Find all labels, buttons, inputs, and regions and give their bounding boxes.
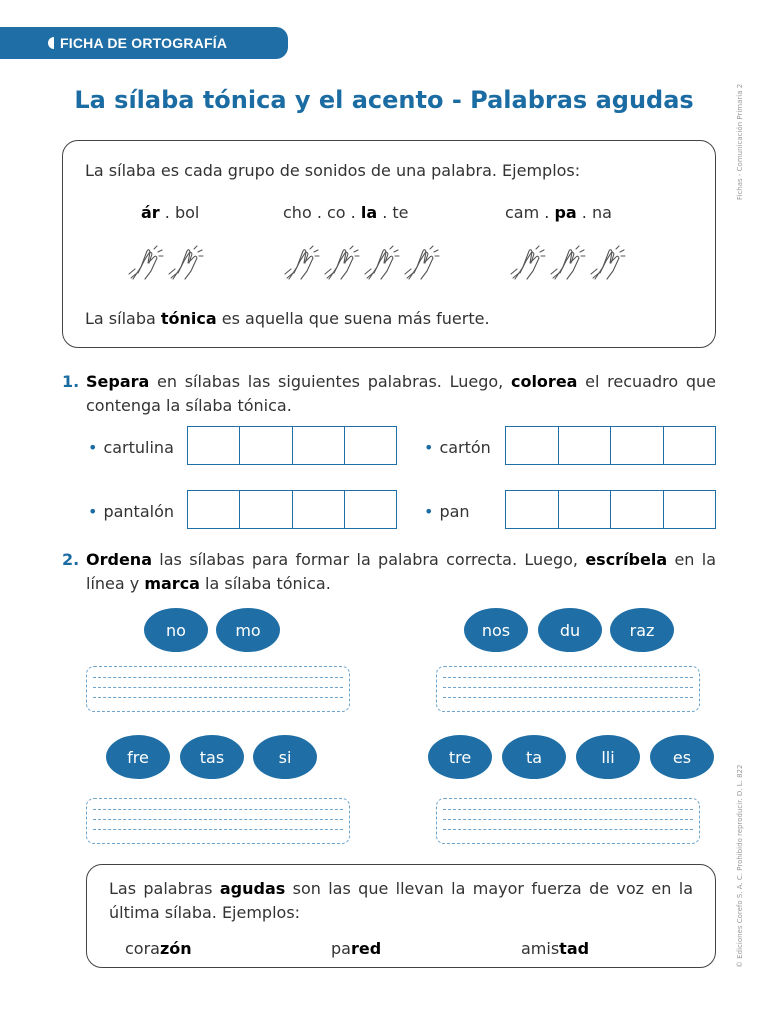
syllable-box[interactable] (188, 491, 240, 528)
syllable-box[interactable] (559, 427, 612, 464)
half-circle-icon (48, 37, 54, 49)
syllable-pill[interactable]: fre (106, 735, 170, 779)
clapping-hands-icon (323, 243, 363, 283)
syllable-box[interactable] (611, 427, 664, 464)
clap-group (283, 243, 443, 287)
question-number: 2. (62, 550, 80, 569)
answer-lines[interactable] (436, 798, 700, 844)
worksheet-tag-label: FICHA DE ORTOGRAFÍA (60, 35, 228, 51)
answer-lines[interactable] (86, 666, 350, 712)
example-syllables: cho . co . la . te (283, 203, 409, 222)
syllable-box[interactable] (664, 491, 716, 528)
syllable-box[interactable] (506, 427, 559, 464)
syllable-box[interactable] (188, 427, 240, 464)
syllable-box[interactable] (506, 491, 559, 528)
syllable-box[interactable] (611, 491, 664, 528)
syllable-pill[interactable]: nos (464, 608, 528, 652)
clapping-hands-icon (167, 243, 207, 283)
word-item: • pantalón (88, 502, 174, 521)
clapping-hands-icon (363, 243, 403, 283)
syllable-box[interactable] (240, 491, 292, 528)
answer-lines[interactable] (436, 666, 700, 712)
example-syllables: ár . bol (141, 203, 200, 222)
clap-group (509, 243, 629, 287)
syllable-pill[interactable]: no (144, 608, 208, 652)
clapping-hands-icon (509, 243, 549, 283)
aguda-example: amistad (521, 939, 590, 958)
syllable-box[interactable] (345, 427, 396, 464)
syllable-pill[interactable]: raz (610, 608, 674, 652)
syllable-box[interactable] (240, 427, 292, 464)
clapping-hands-icon (403, 243, 443, 283)
syllable-box[interactable] (345, 491, 396, 528)
syllable-pill[interactable]: tas (180, 735, 244, 779)
intro-box (62, 140, 716, 348)
agudas-box (86, 864, 716, 968)
question-1-text: Separa en sílabas las siguientes palabras. Luego, colorea el recuadro que contenga la sílaba tónica. (86, 372, 717, 415)
answer-lines[interactable] (86, 798, 350, 844)
syllable-box[interactable] (293, 491, 345, 528)
worksheet-tag (0, 27, 288, 59)
syllable-boxes[interactable] (187, 426, 397, 465)
aguda-example: pared (331, 939, 382, 958)
agudas-definition: Las palabras agudas son las que llevan la mayor fuerza de voz en la última sílaba. Ejemplos: (109, 879, 693, 922)
clapping-hands-icon (549, 243, 589, 283)
question-number: 1. (62, 372, 80, 391)
syllable-box[interactable] (664, 427, 716, 464)
tonic-syllable: ár (141, 203, 160, 222)
word-item: • cartulina (88, 438, 174, 457)
tonic-syllable: pa (554, 203, 577, 222)
clap-group (127, 243, 207, 287)
example-syllables: cam . pa . na (505, 203, 612, 222)
clapping-hands-icon (127, 243, 167, 283)
side-credit-bottom: © Ediciones Corefo S. A. C. Prohibido reproducir. D. L. 822 (736, 764, 744, 968)
syllable-pill[interactable]: ta (502, 735, 566, 779)
syllable-pill[interactable]: si (253, 735, 317, 779)
syllable-pill[interactable]: tre (428, 735, 492, 779)
syllable-box[interactable] (293, 427, 345, 464)
tonic-syllable: la (360, 203, 378, 222)
tonic-definition: La sílaba tónica es aquella que suena más fuerte. (85, 309, 490, 328)
syllable-box[interactable] (559, 491, 612, 528)
clapping-hands-icon (589, 243, 629, 283)
syllable-pill[interactable]: mo (216, 608, 280, 652)
word-item: • cartón (424, 438, 491, 457)
word-item: • pan (424, 502, 470, 521)
syllable-pill[interactable]: du (538, 608, 602, 652)
aguda-example: corazón (125, 939, 192, 958)
syllable-boxes[interactable] (505, 426, 716, 465)
question-2-text: Ordena las sílabas para formar la palabra correcta. Luego, escríbela en la línea y marca la sílaba tónica. (86, 550, 717, 593)
side-credit-top: Fichas - Comunicación Primaria 2 (736, 83, 744, 200)
page-title: La sílaba tónica y el acento - Palabras agudas (74, 86, 694, 114)
syllable-pill[interactable]: lli (576, 735, 640, 779)
syllable-pill[interactable]: es (650, 735, 714, 779)
syllable-boxes[interactable] (187, 490, 397, 529)
intro-line: La sílaba es cada grupo de sonidos de una palabra. Ejemplos: (85, 161, 581, 180)
syllable-boxes[interactable] (505, 490, 716, 529)
clapping-hands-icon (283, 243, 323, 283)
